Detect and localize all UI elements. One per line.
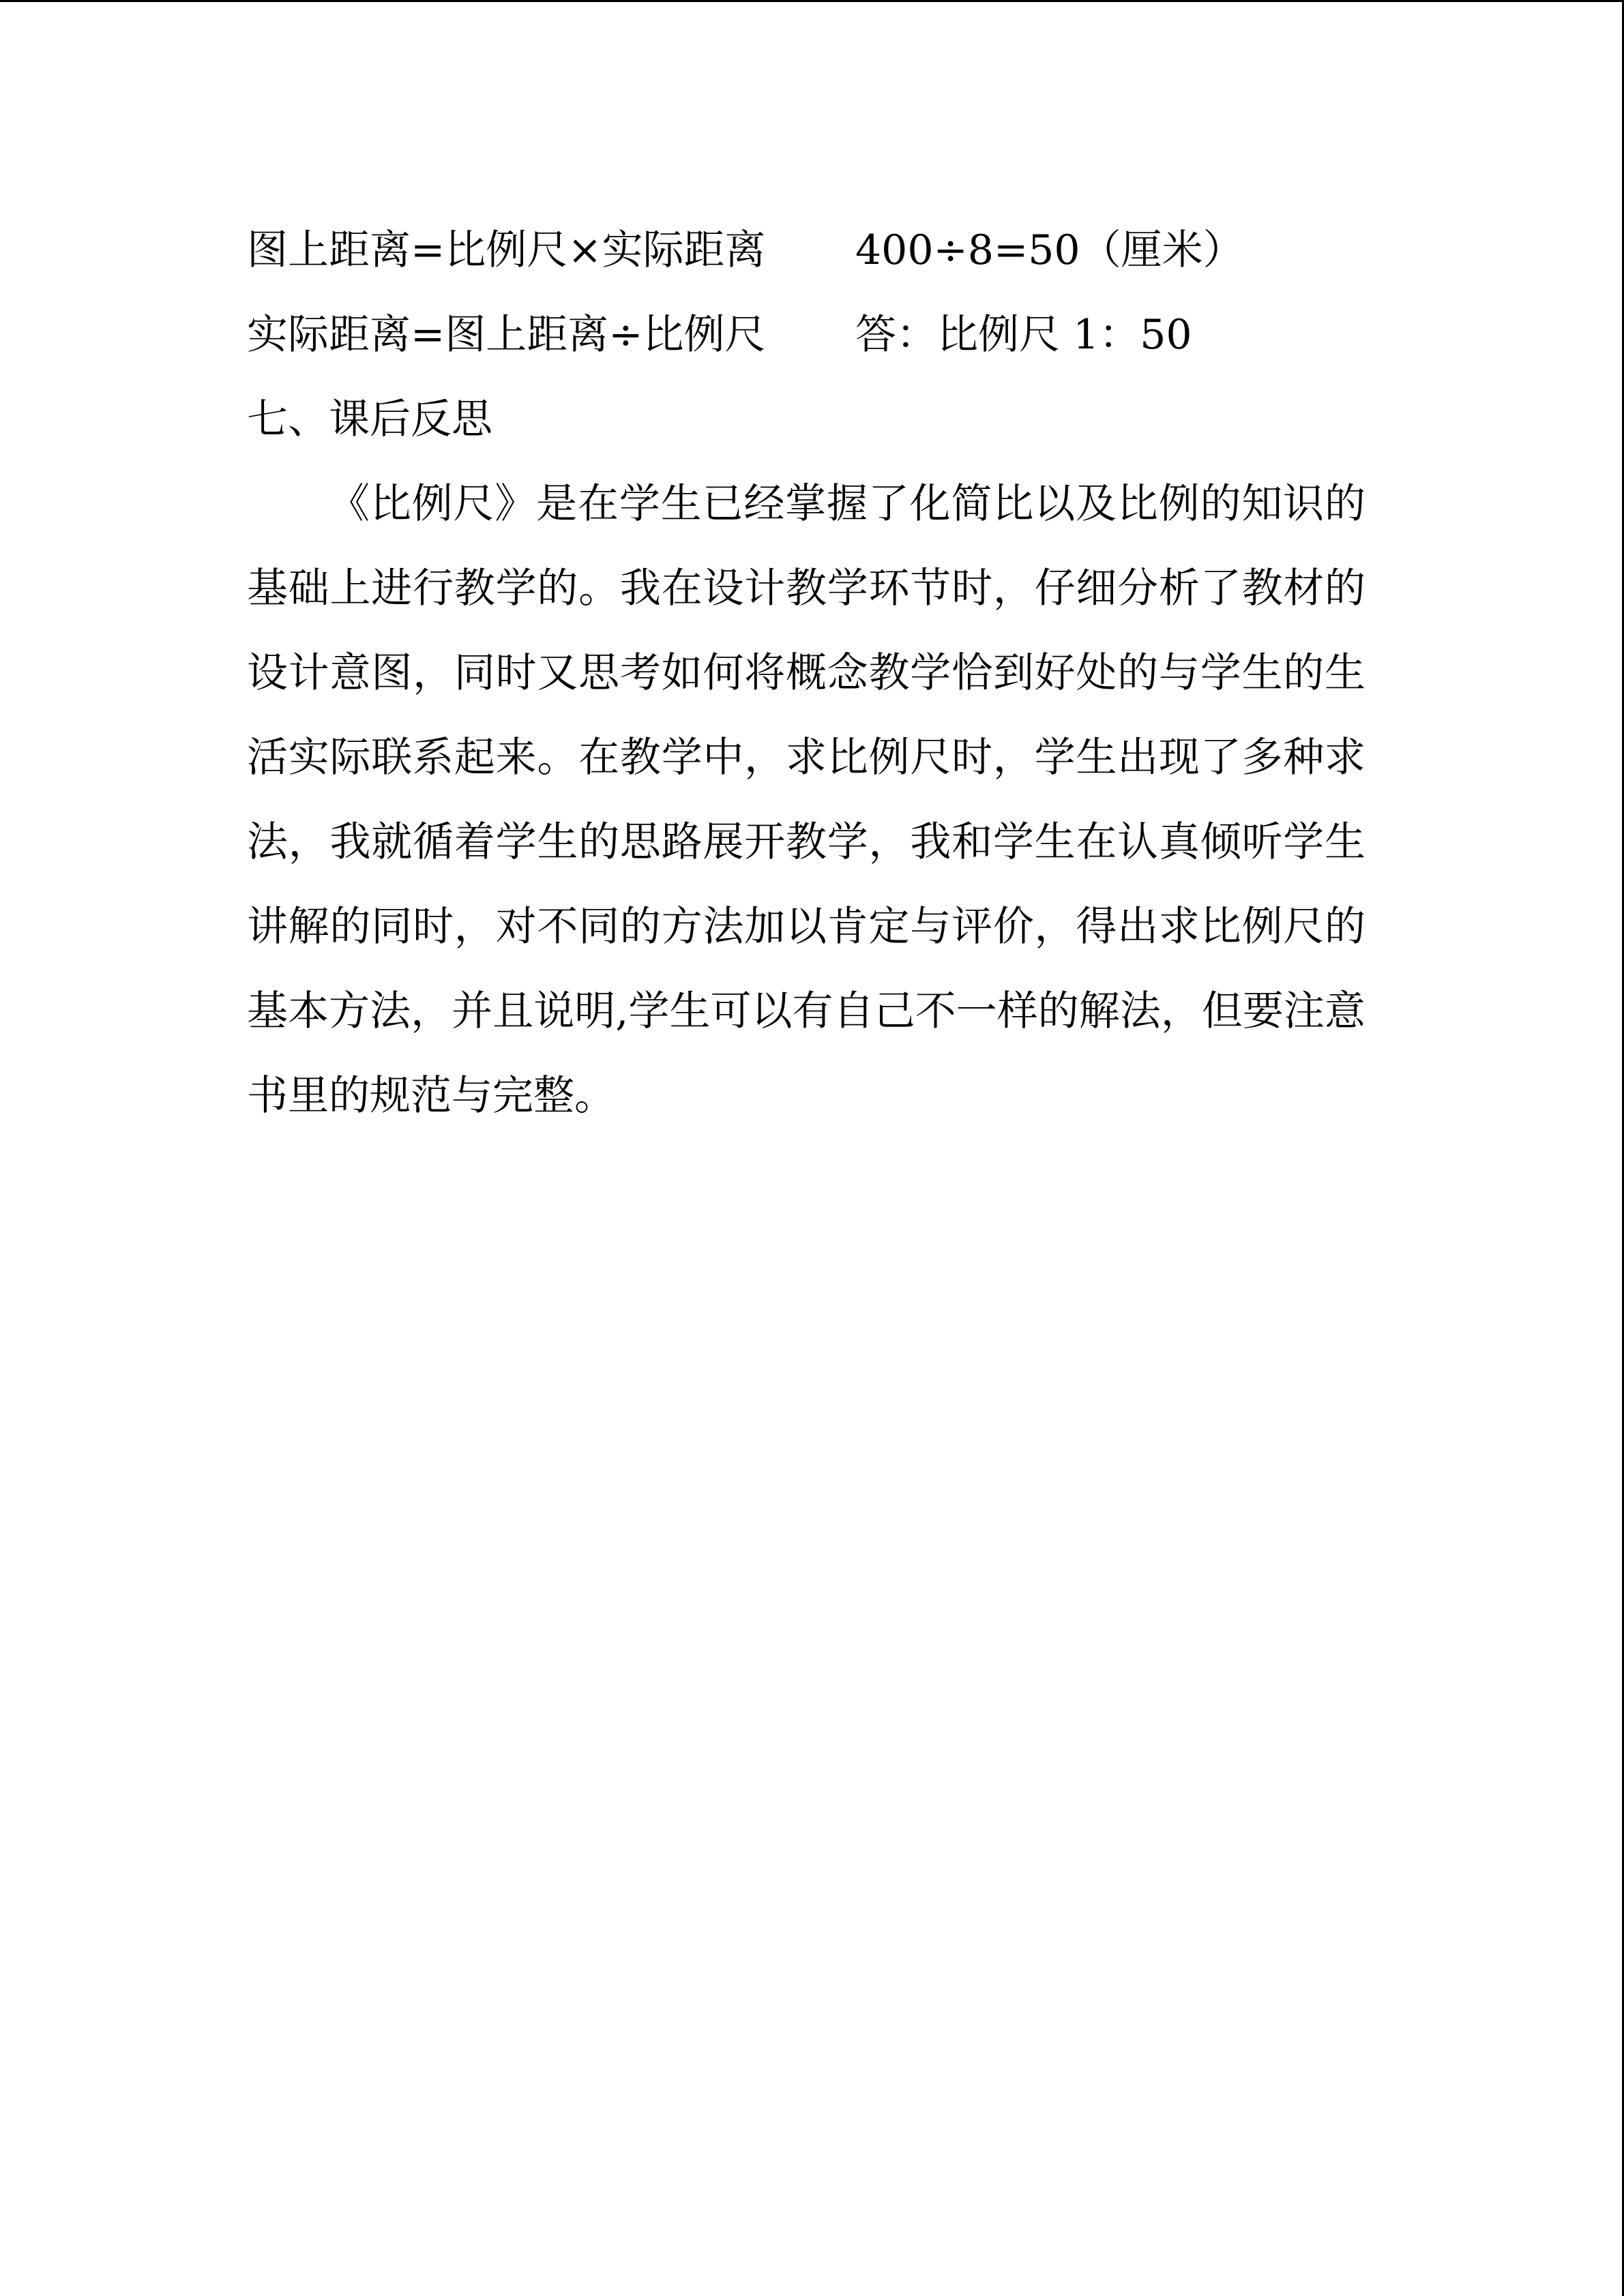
page-content bbox=[247, 208, 1365, 1138]
calculation-result: 400÷8=50（厘米） bbox=[855, 226, 1244, 274]
reflection-paragraph: 《比例尺》是在学生已经掌握了化简比以及比例的知识的基础上进行教学的。我在设计教学环节时，仔细分析了教材的设计意图，同时又思考如何将概念教学恰到好处的与学生的生活实际联系起来。在教学中，求比例尺时，学生出现了多种求法，我就循着学生的思路展开教学，我和学生在认真倾听学生讲解的同时，对不同的方法加以肯定与评价，得出求比例尺的基本方法，并且说明,学生可以有自己不一样的解法，但要注意书里的规范与完整。 bbox=[247, 480, 1365, 1120]
formula-line-1 bbox=[247, 208, 1365, 293]
section-heading: 七、课后反思 bbox=[247, 396, 492, 443]
formula-line-2 bbox=[247, 293, 1365, 377]
answer-scale: 答：比例尺 1：50 bbox=[855, 311, 1192, 359]
formula-map-distance: 图上距离=比例尺×实际距离 bbox=[247, 226, 766, 274]
formula-actual-distance: 实际距离=图上距离÷比例尺 bbox=[247, 311, 766, 359]
